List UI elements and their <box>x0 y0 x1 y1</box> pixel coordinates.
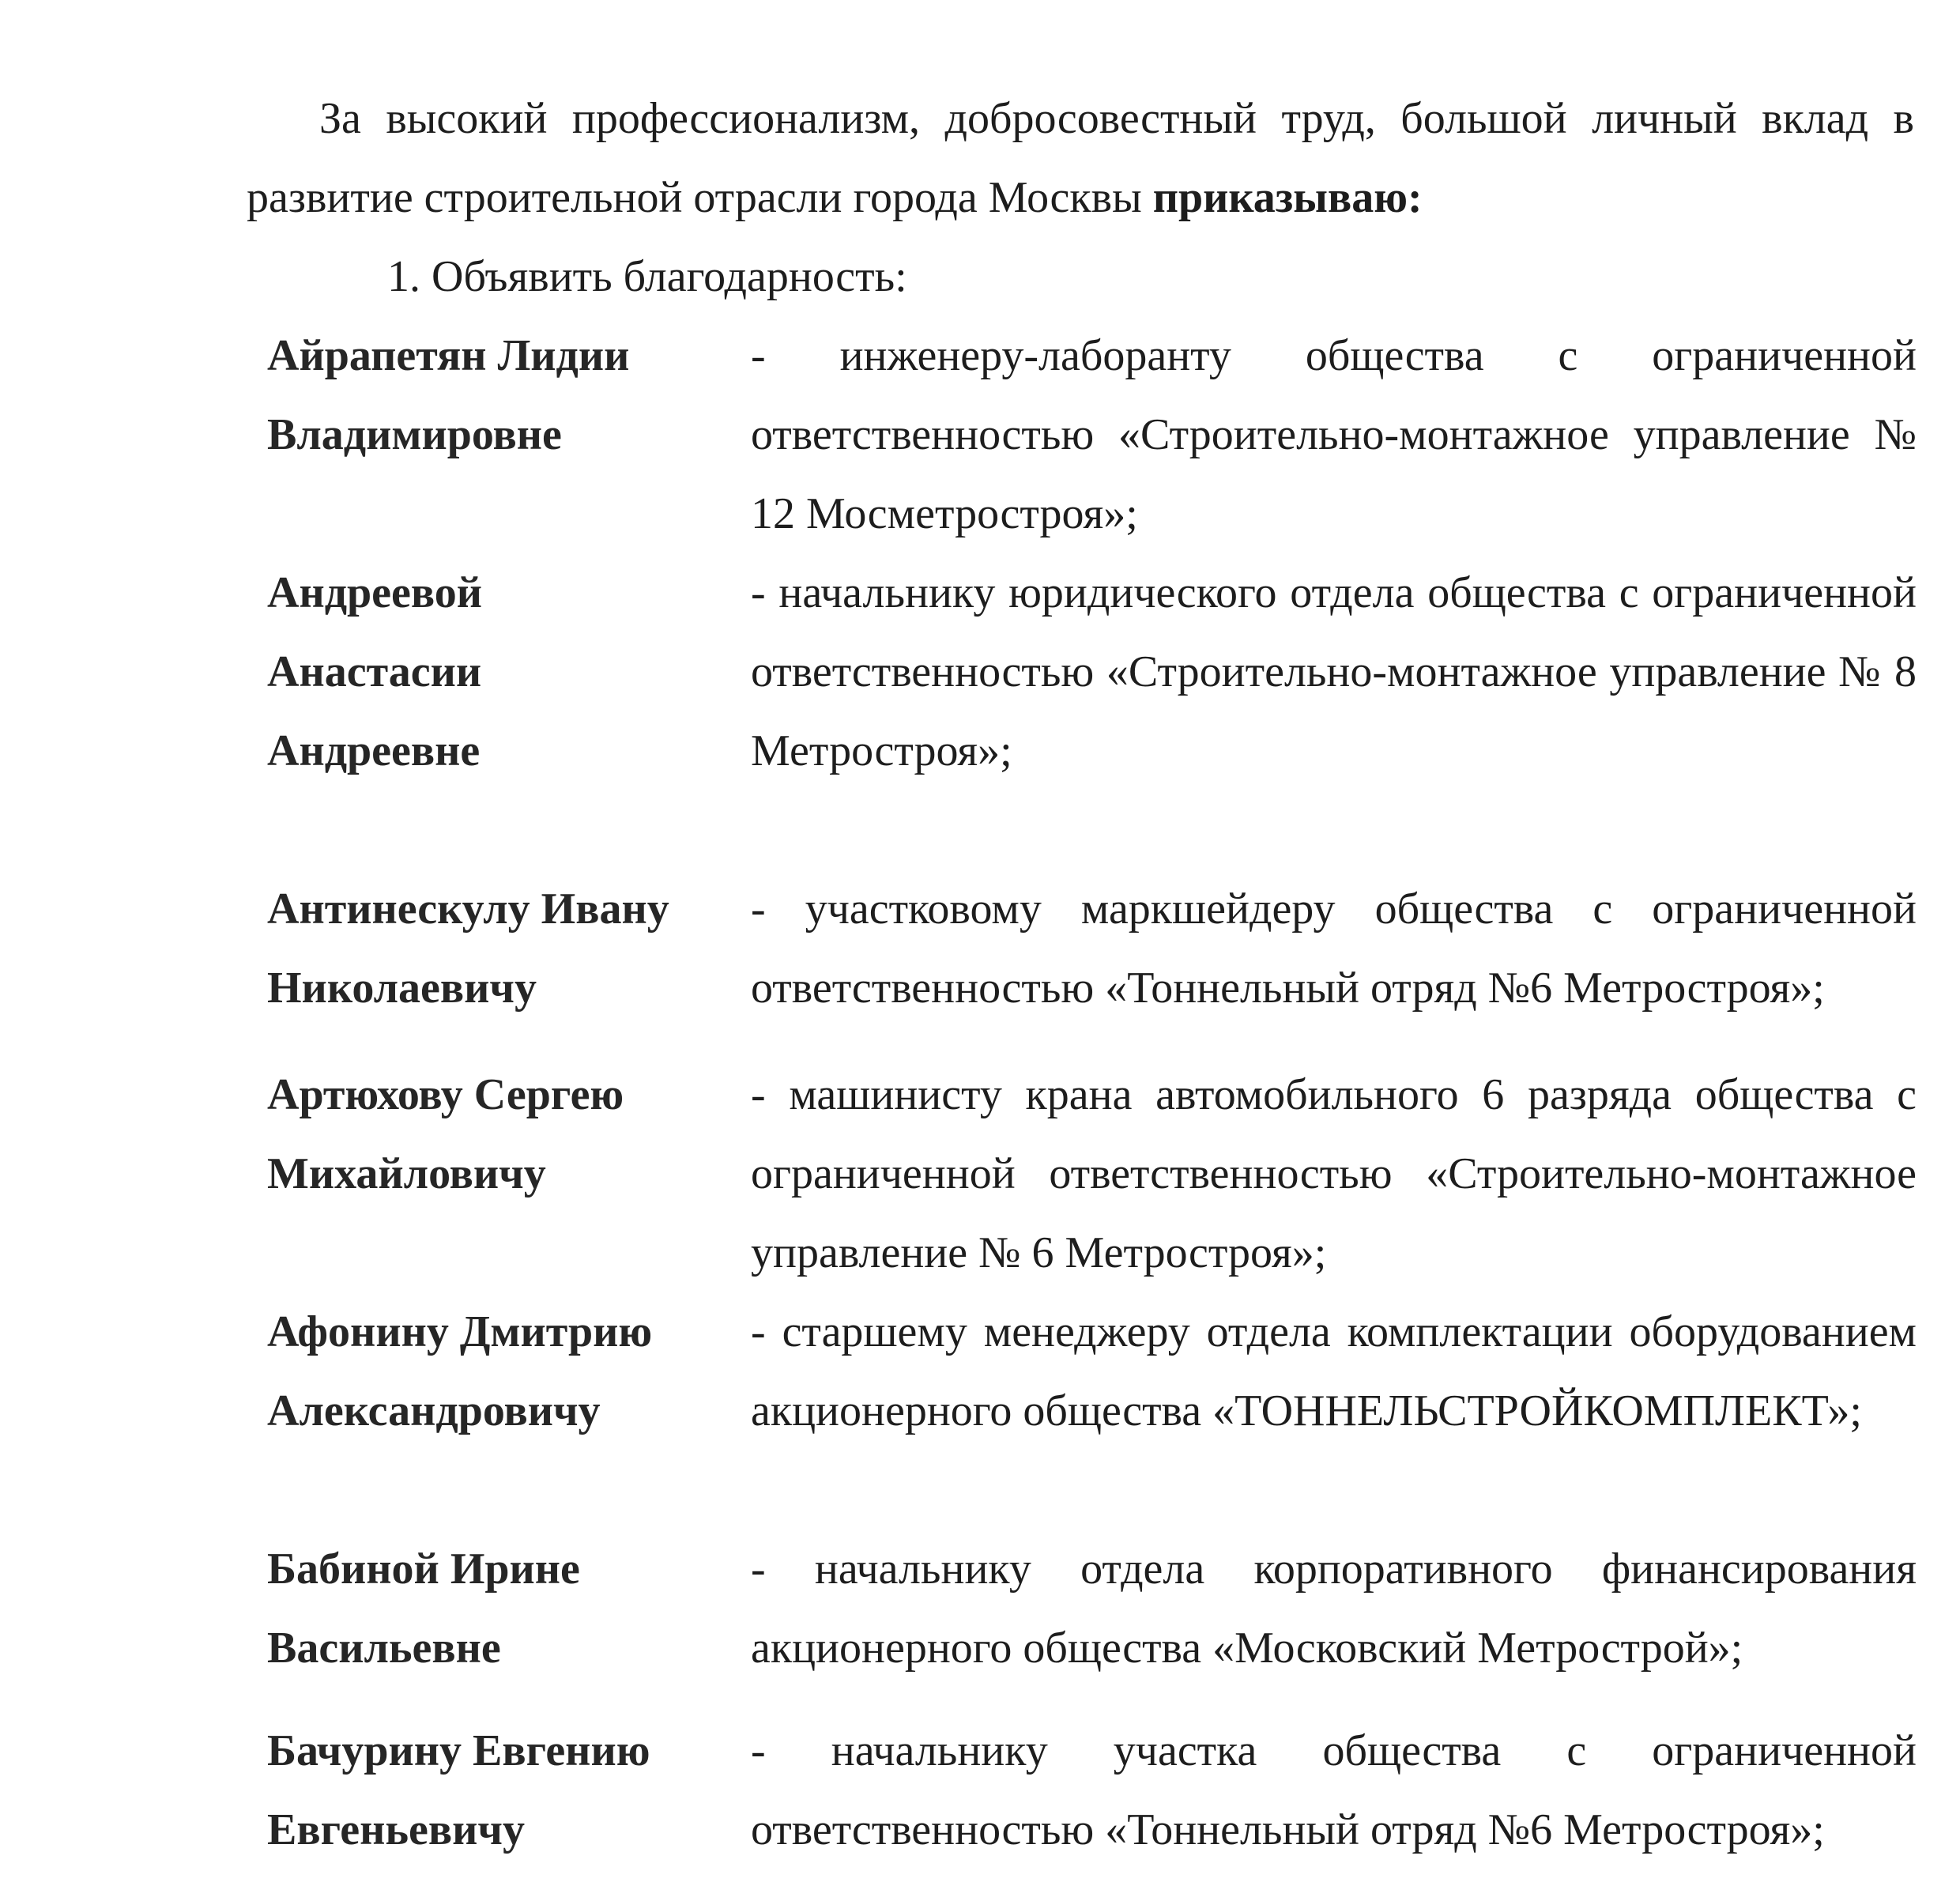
recipient-name-line: Андреевне <box>267 726 481 775</box>
recipient-name-line: Николаевичу <box>267 964 537 1013</box>
recipient-name-line: Владимировне <box>267 410 562 459</box>
recipient-name <box>267 1292 710 1450</box>
recipient-name-line: Анастасии <box>267 647 482 696</box>
intro-emphasis: приказываю: <box>1152 173 1423 222</box>
recipient-name <box>267 1529 710 1688</box>
recipient-name-line: Афонину Дмитрию <box>267 1307 653 1356</box>
recipient-name-line: Бачурину Евгению <box>267 1726 650 1775</box>
point-1-heading: 1. Объявить благодарность: <box>387 252 907 301</box>
recipient-position: - инженеру-лаборанту общества с ограниченной ответственностью «Строительно-монтажное управление № 12 Мосметростроя»; <box>751 331 1917 538</box>
recipient-position: - машинисту крана автомобильного 6 разряда общества с ограниченной ответственностью «Строительно-монтажное управление № 6 Метростроя»; <box>751 1070 1917 1277</box>
recipient-name <box>267 316 710 474</box>
intro-text: За высокий профессионализм, добросовестный труд, большой личный вклад в развитие строительной отрасли города Москвы <box>247 94 1914 222</box>
recipient-name-line: Андреевой <box>267 568 483 617</box>
recipient-position: - начальнику отдела корпоративного финансирования акционерного общества «Московский Метрострой»; <box>751 1545 1917 1673</box>
recipient-name-line: Бабиной Ирине <box>267 1545 580 1594</box>
recipient-name <box>267 1055 710 1213</box>
recipient-name-line: Васильевне <box>267 1624 501 1673</box>
recipient-position: - начальнику юридического отдела общества с ограниченной ответственностью «Строительно-монтажное управление № 8 Метростроя»; <box>751 568 1917 775</box>
recipient-name-line: Александровичу <box>267 1386 601 1435</box>
intro-paragraph <box>247 79 1914 237</box>
recipient-position: - участковому маркшейдеру общества с ограниченной ответственностью «Тоннельный отряд №6 Метростроя»; <box>751 884 1917 1013</box>
recipient-name-line: Михайловичу <box>267 1149 546 1198</box>
recipient-position: - начальнику участка общества с ограниченной ответственностью «Тоннельный отряд №6 Метростроя»; <box>751 1726 1917 1854</box>
recipient-name-line: Антинескулу Ивану <box>267 884 669 934</box>
recipient-name <box>267 869 710 1028</box>
recipient-position: - старшему менеджеру отдела комплектации оборудованием акционерного общества «ТОННЕЛЬСТРОЙКОМПЛЕКТ»; <box>751 1307 1917 1435</box>
recipient-name <box>267 1711 710 1869</box>
recipient-name <box>267 553 710 790</box>
recipient-name-line: Артюхову Сергею <box>267 1070 624 1119</box>
recipient-name-line: Айрапетян Лидии <box>267 331 630 380</box>
recipient-name-line: Евгеньевичу <box>267 1805 525 1854</box>
